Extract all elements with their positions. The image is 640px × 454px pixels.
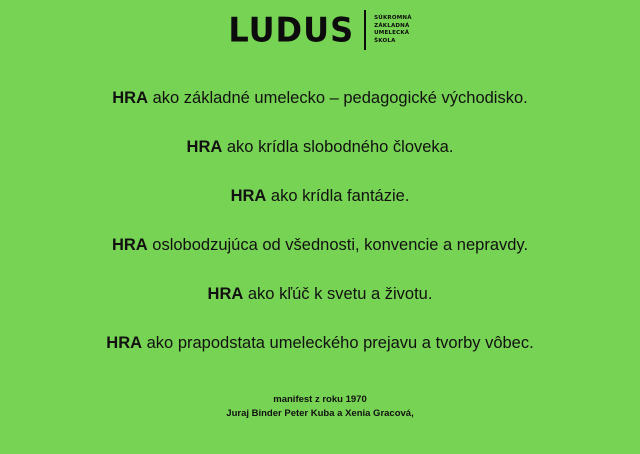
manifest-line bbox=[0, 137, 640, 157]
manifest-keyword: HRA bbox=[230, 187, 267, 205]
manifest-line bbox=[0, 186, 640, 206]
logo-subtitle-line: ŠKOLA bbox=[374, 37, 396, 44]
manifest-keyword: HRA bbox=[207, 285, 244, 303]
logo bbox=[0, 10, 640, 50]
manifest-keyword: HRA bbox=[106, 334, 143, 352]
manifest-keyword: HRA bbox=[186, 138, 223, 156]
manifest-line-text: ako krídla fantázie. bbox=[266, 187, 410, 205]
logo-subtitle bbox=[374, 15, 412, 45]
manifest-line bbox=[0, 88, 640, 108]
manifest-text bbox=[0, 88, 640, 382]
logo-subtitle-line: SÚKROMNÁ bbox=[374, 15, 412, 21]
manifest-line-text: ako prapodstata umeleckého prejavu a tvorby vôbec. bbox=[142, 334, 534, 352]
logo-divider bbox=[364, 10, 366, 50]
logo-subtitle-line: ZÁKLADNÁ bbox=[374, 22, 410, 29]
manifest-line bbox=[0, 235, 640, 255]
manifest-line-text: ako krídla slobodného človeka. bbox=[222, 138, 454, 156]
logo-subtitle-line: UMELECKÁ bbox=[374, 30, 410, 36]
footer-authors-line: Juraj Binder Peter Kuba a Xenia Gracová, bbox=[226, 408, 414, 419]
manifest-line-text: ako základné umelecko – pedagogické východisko. bbox=[148, 89, 528, 107]
manifest-keyword: HRA bbox=[112, 89, 148, 107]
manifest-keyword: HRA bbox=[111, 236, 148, 254]
manifest-line bbox=[0, 333, 640, 353]
logo-wordmark: LUDUS bbox=[228, 10, 355, 50]
manifest-line-text: oslobodzujúca od všednosti, konvencie a nepravdy. bbox=[147, 236, 529, 254]
footer-year-line: manifest z roku 1970 bbox=[273, 394, 367, 405]
manifest-line bbox=[0, 284, 640, 304]
footer-credits bbox=[0, 393, 640, 421]
manifest-line-text: ako kľúč k svetu a životu. bbox=[243, 285, 433, 303]
